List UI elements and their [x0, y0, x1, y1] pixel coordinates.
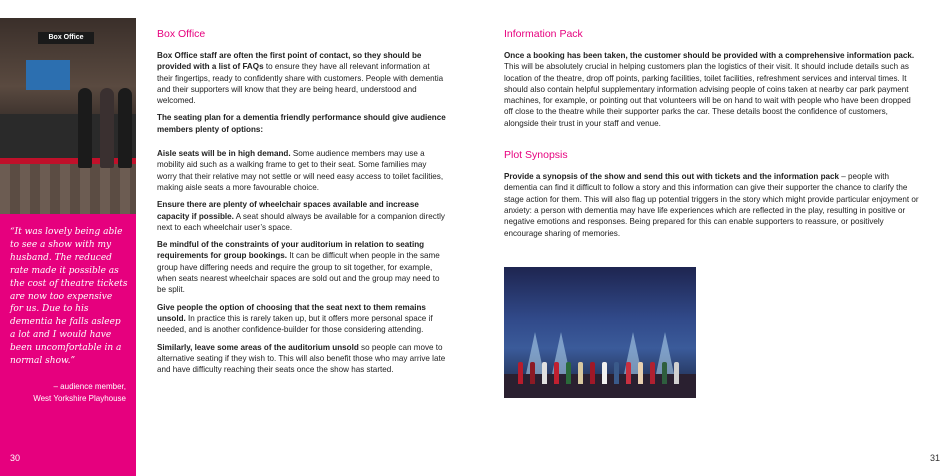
attribution-line: West Yorkshire Playhouse — [33, 394, 126, 403]
page-number-left: 30 — [10, 453, 21, 463]
cast-member — [578, 362, 583, 384]
paragraph — [157, 199, 447, 233]
cast-member — [590, 362, 595, 384]
cast-member — [614, 362, 619, 384]
paragraph — [504, 50, 920, 129]
testimonial-quote: “It was lovely being able to see a show with my husband. The reduced rate made it possible as the cost of theatre tickets are now too expensive for us. Due to his dementia he falls asleep a lot and I would have been uncomfortable in a normal show.” — [10, 227, 128, 367]
paragraph — [157, 342, 447, 376]
paragraph — [157, 239, 447, 295]
section-heading: Box Office — [157, 28, 206, 40]
body-text: to ensure they have all relevant information at their fingertips, ready to confidently share with customers. People with dementia and their supporters will know that they are being heard, understood and welcomed. — [157, 62, 444, 106]
bold-lead: Ensure there are plenty of wheelchair spaces available and increase capacity if possible. — [157, 200, 419, 221]
bold-lead: Provide a synopsis of the show and send this out with tickets and the information pack — [504, 172, 840, 182]
cast-member — [566, 362, 571, 384]
bold-lead: The seating plan for a dementia friendly performance should give audience members plenty of options: — [157, 113, 446, 134]
body-text: – people with dementia can find it difficult to follow a story and this information can give their supporter the chance to clarify the stage action for them. This will also flag up potential triggers in the story which might provide particular enjoyment or anxiety: a person with dementia may have life experiences which are reflected in the play, resulting in positive or negative emotions and responses. Being prepared for this can enable supporters to reassure, or positively encourage sharing of memories. — [504, 172, 919, 238]
box-office-section — [157, 28, 447, 381]
paragraph — [157, 148, 447, 193]
bold-lead: Aisle seats will be in high demand. — [157, 149, 291, 159]
quote-attribution — [8, 381, 126, 405]
cast-member — [626, 362, 631, 384]
cast-member — [662, 362, 667, 384]
body-text: In practice this is rarely taken up, but it offers more personal space if needed, and is another confidence-builder for those considering attending. — [157, 313, 433, 335]
person-figure — [78, 88, 92, 168]
display-screen — [26, 60, 70, 90]
section-heading: Plot Synopsis — [504, 149, 568, 162]
information-pack-section — [504, 28, 920, 245]
paragraph — [157, 112, 447, 135]
cast-member — [674, 362, 679, 384]
body-text: so people can move to alternative seating if they wish to. This will also benefit those who may arrive late and have difficulty reaching their seats once the show has started. — [157, 342, 446, 375]
paragraph — [504, 171, 920, 239]
paragraph — [157, 302, 447, 336]
body-text: It can be difficult when people in the same group have differing needs and require the group to sit together, for example, when seats nearest wheelchair spaces are sold out and the group may need to be split. — [157, 251, 440, 295]
ticket-counter — [0, 114, 136, 158]
bold-lead: Box Office staff are often the first point of contact, so they should be provided with a list of FAQs — [157, 51, 422, 72]
box-office-photo — [0, 18, 136, 214]
body-text: This will be absolutely crucial in helping customers plan the logistics of their visit. It should include details such as location of the theatre, drop off points, parking facilities, toilet facilities, refreshment services and interval times. It should also contain helpful supplementary information advising people of coins taken at nearby car park payment machines, for example, or pointing out that volunteers will be on hand to wait with people who have been dropped off close to the theatre while their supporter parks the car. These details boost the confidence of customers, alongside their trust in your staff and venue. — [504, 62, 911, 128]
attribution-line: – audience member, — [53, 382, 126, 391]
paragraph — [157, 50, 447, 106]
cast-member — [650, 362, 655, 384]
bold-lead: Once a booking has been taken, the customer should be provided with a comprehensive information pack. — [504, 51, 915, 60]
body-text: A seat should always be available for a companion directly next to each wheelchair user’s space. — [157, 211, 445, 232]
body-text: Some audience members may use a mobility aid such as a walking frame to get to their seat. Some families may worry that their relative may not settle or will need easy access to toilet facilities, making aisle seats a more favourable choice. — [157, 149, 444, 192]
cast-member — [554, 362, 559, 384]
cast-member — [530, 362, 535, 384]
cast-member — [542, 362, 547, 384]
bold-lead: Give people the option of choosing that the seat next to them remains unsold. — [157, 302, 426, 323]
section-heading: Information Pack — [504, 28, 583, 40]
cast-member — [602, 362, 607, 384]
cast-member — [518, 362, 523, 384]
person-figure — [100, 88, 114, 168]
bold-lead: Similarly, leave some areas of the auditorium unsold — [157, 342, 359, 352]
stage-performance-photo — [504, 267, 696, 398]
floor — [0, 164, 136, 214]
cast-member — [638, 362, 643, 384]
page-number-right: 31 — [930, 453, 941, 463]
box-office-sign: Box Office — [38, 32, 94, 44]
bold-lead: Be mindful of the constraints of your auditorium in relation to seating requirements for group bookings. — [157, 240, 425, 261]
person-figure — [118, 88, 132, 168]
